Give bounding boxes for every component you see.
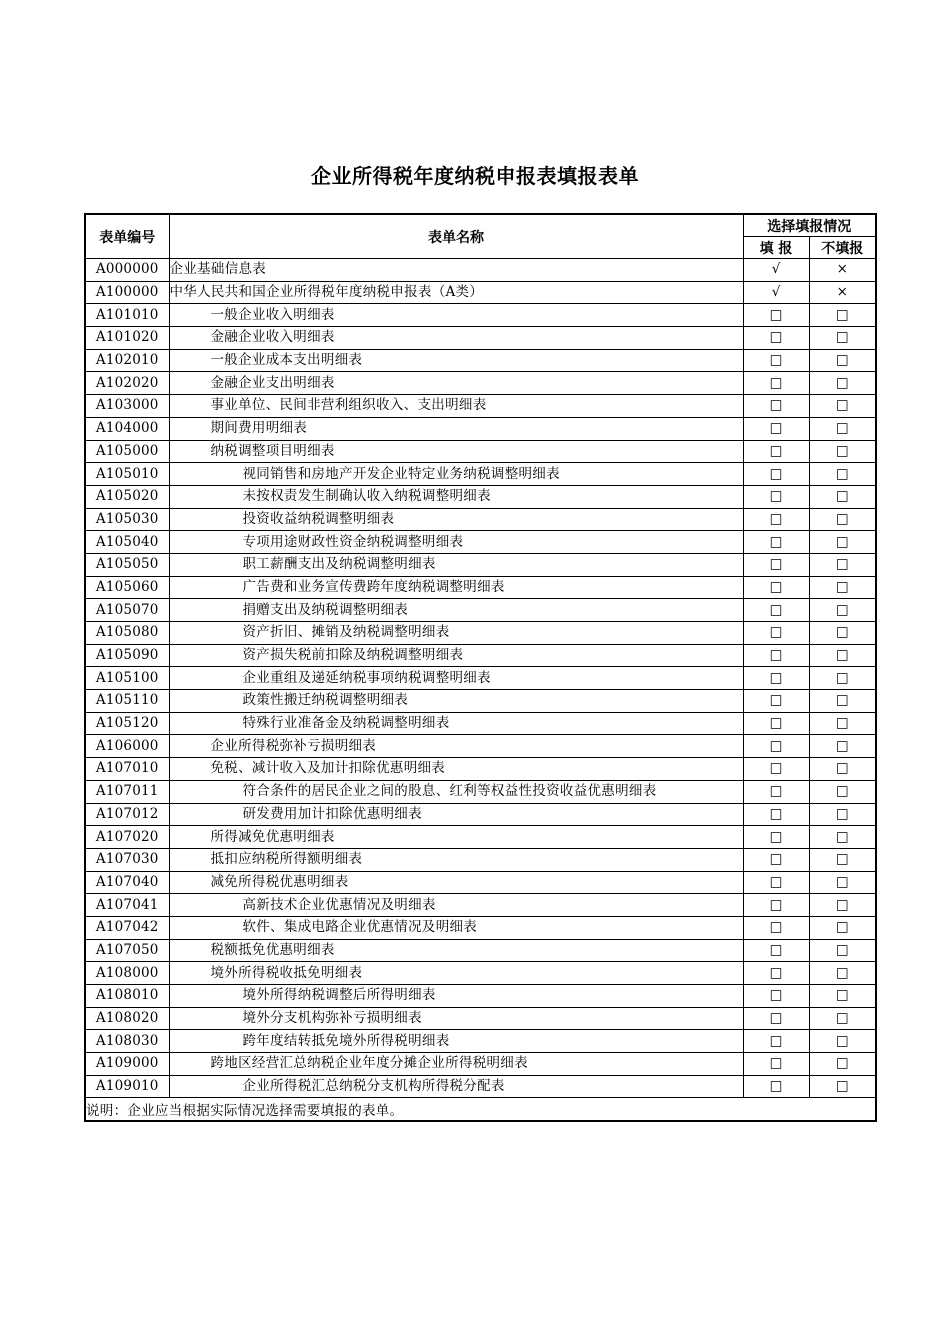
form-code-cell: A106000 <box>85 735 169 758</box>
form-name-cell: 投资收益纳税调整明细表 <box>169 508 743 531</box>
fill-checkbox[interactable]: □ <box>743 349 809 372</box>
form-code-cell: A107050 <box>85 939 169 962</box>
form-name-cell: 境外所得税收抵免明细表 <box>169 962 743 985</box>
form-name-cell: 减免所得税优惠明细表 <box>169 871 743 894</box>
no-fill-checkbox[interactable]: □ <box>809 531 876 554</box>
form-name-cell: 未按权责发生制确认收入纳税调整明细表 <box>169 485 743 508</box>
form-name-cell: 符合条件的居民企业之间的股息、红利等权益性投资收益优惠明细表 <box>169 780 743 803</box>
form-name-cell: 企业基础信息表 <box>169 259 743 282</box>
fill-checkbox[interactable]: □ <box>743 417 809 440</box>
no-fill-checkbox[interactable]: □ <box>809 1007 876 1030</box>
no-fill-checkbox[interactable]: □ <box>809 939 876 962</box>
fill-checkbox[interactable]: □ <box>743 939 809 962</box>
no-fill-checkbox[interactable]: □ <box>809 304 876 327</box>
no-fill-checkbox[interactable]: □ <box>809 622 876 645</box>
form-code-cell: A107012 <box>85 803 169 826</box>
fill-checkbox[interactable]: □ <box>743 962 809 985</box>
fill-checkbox[interactable]: □ <box>743 304 809 327</box>
fill-checkbox[interactable]: □ <box>743 690 809 713</box>
fill-checkbox[interactable]: □ <box>743 803 809 826</box>
fill-checkbox[interactable]: □ <box>743 1075 809 1098</box>
fill-checkbox[interactable]: □ <box>743 894 809 917</box>
table-row <box>85 780 876 803</box>
form-code-cell: A105020 <box>85 485 169 508</box>
no-fill-checkbox[interactable]: □ <box>809 962 876 985</box>
table-row <box>85 463 876 486</box>
table-row <box>85 803 876 826</box>
form-name-cell: 免税、减计收入及加计扣除优惠明细表 <box>169 758 743 781</box>
form-code-cell: A104000 <box>85 417 169 440</box>
form-code-cell: A108000 <box>85 962 169 985</box>
table-row <box>85 939 876 962</box>
form-code-cell: A105060 <box>85 576 169 599</box>
fill-checkbox[interactable]: □ <box>743 1007 809 1030</box>
form-name-cell: 金融企业收入明细表 <box>169 327 743 350</box>
fill-checkbox[interactable]: □ <box>743 440 809 463</box>
fill-checkbox[interactable]: □ <box>743 758 809 781</box>
fill-checkbox[interactable]: □ <box>743 985 809 1008</box>
form-code-cell: A107042 <box>85 916 169 939</box>
fill-checkbox[interactable]: □ <box>743 644 809 667</box>
no-fill-checkbox[interactable]: □ <box>809 553 876 576</box>
table-row <box>85 304 876 327</box>
table-row <box>85 1030 876 1053</box>
table-note: 说明：企业应当根据实际情况选择需要填报的表单。 <box>85 1098 876 1122</box>
no-fill-checkbox[interactable]: □ <box>809 576 876 599</box>
no-fill-checkbox[interactable]: □ <box>809 712 876 735</box>
no-fill-checkbox[interactable]: □ <box>809 349 876 372</box>
fill-checkbox[interactable]: □ <box>743 508 809 531</box>
form-name-cell: 所得减免优惠明细表 <box>169 826 743 849</box>
table-row <box>85 259 876 282</box>
form-name-cell: 跨地区经营汇总纳税企业年度分摊企业所得税明细表 <box>169 1053 743 1076</box>
table-row <box>85 349 876 372</box>
form-code-cell: A105080 <box>85 622 169 645</box>
form-name-cell: 企业所得税弥补亏损明细表 <box>169 735 743 758</box>
form-code-cell: A101020 <box>85 327 169 350</box>
no-fill-checkbox[interactable]: □ <box>809 644 876 667</box>
fill-checkbox[interactable]: □ <box>743 327 809 350</box>
form-name-cell: 资产损失税前扣除及纳税调整明细表 <box>169 644 743 667</box>
table-row <box>85 758 876 781</box>
table-row <box>85 894 876 917</box>
form-name-cell: 境外分支机构弥补亏损明细表 <box>169 1007 743 1030</box>
header-form-code: 表单编号 <box>85 214 169 259</box>
table-row <box>85 735 876 758</box>
form-code-cell: A105010 <box>85 463 169 486</box>
table-row <box>85 916 876 939</box>
fill-mark: √ <box>743 259 809 282</box>
form-name-cell: 政策性搬迁纳税调整明细表 <box>169 690 743 713</box>
form-name-cell: 事业单位、民间非营利组织收入、支出明细表 <box>169 395 743 418</box>
fill-checkbox[interactable]: □ <box>743 1030 809 1053</box>
table-row <box>85 644 876 667</box>
no-fill-checkbox[interactable]: □ <box>809 440 876 463</box>
fill-checkbox[interactable]: □ <box>743 916 809 939</box>
form-name-cell: 特殊行业准备金及纳税调整明细表 <box>169 712 743 735</box>
form-name-cell: 企业重组及递延纳税事项纳税调整明细表 <box>169 667 743 690</box>
no-fill-checkbox[interactable]: □ <box>809 758 876 781</box>
table-row <box>85 871 876 894</box>
form-code-cell: A109010 <box>85 1075 169 1098</box>
form-code-cell: A101010 <box>85 304 169 327</box>
no-fill-checkbox[interactable]: □ <box>809 372 876 395</box>
no-fill-checkbox[interactable]: □ <box>809 916 876 939</box>
fill-checkbox[interactable]: □ <box>743 735 809 758</box>
form-name-cell: 视同销售和房地产开发企业特定业务纳税调整明细表 <box>169 463 743 486</box>
fill-checkbox[interactable]: □ <box>743 553 809 576</box>
table-row <box>85 327 876 350</box>
no-fill-checkbox[interactable]: □ <box>809 395 876 418</box>
fill-mark: √ <box>743 281 809 304</box>
form-name-cell: 一般企业成本支出明细表 <box>169 349 743 372</box>
form-code-cell: A105070 <box>85 599 169 622</box>
table-row <box>85 417 876 440</box>
table-row <box>85 1053 876 1076</box>
table-row <box>85 622 876 645</box>
no-fill-checkbox[interactable]: □ <box>809 508 876 531</box>
no-fill-checkbox[interactable]: □ <box>809 894 876 917</box>
table-row <box>85 485 876 508</box>
table-row <box>85 395 876 418</box>
form-name-cell: 专项用途财政性资金纳税调整明细表 <box>169 531 743 554</box>
fill-checkbox[interactable]: □ <box>743 485 809 508</box>
fill-checkbox[interactable]: □ <box>743 395 809 418</box>
no-fill-checkbox[interactable]: □ <box>809 667 876 690</box>
fill-checkbox[interactable]: □ <box>743 463 809 486</box>
form-name-cell: 软件、集成电路企业优惠情况及明细表 <box>169 916 743 939</box>
no-fill-checkbox[interactable]: □ <box>809 1053 876 1076</box>
form-name-cell: 跨年度结转抵免境外所得税明细表 <box>169 1030 743 1053</box>
table-row <box>85 576 876 599</box>
fill-checkbox[interactable]: □ <box>743 780 809 803</box>
no-fill-checkbox[interactable]: □ <box>809 780 876 803</box>
no-fill-checkbox[interactable]: □ <box>809 848 876 871</box>
fill-checkbox[interactable]: □ <box>743 712 809 735</box>
form-code-cell: A105120 <box>85 712 169 735</box>
form-code-cell: A109000 <box>85 1053 169 1076</box>
header-no-fill: 不填报 <box>809 237 876 259</box>
table-row <box>85 599 876 622</box>
header-form-name: 表单名称 <box>169 214 743 259</box>
fill-checkbox[interactable]: □ <box>743 826 809 849</box>
no-fill-checkbox[interactable]: □ <box>809 599 876 622</box>
no-fill-checkbox[interactable]: □ <box>809 417 876 440</box>
form-code-cell: A102010 <box>85 349 169 372</box>
form-code-cell: A000000 <box>85 259 169 282</box>
page-title: 企业所得税年度纳税申报表填报表单 <box>311 164 639 188</box>
form-code-cell: A108020 <box>85 1007 169 1030</box>
table-body <box>85 259 876 1098</box>
no-fill-checkbox[interactable]: □ <box>809 985 876 1008</box>
form-name-cell: 纳税调整项目明细表 <box>169 440 743 463</box>
form-code-cell: A108030 <box>85 1030 169 1053</box>
no-fill-checkbox[interactable]: □ <box>809 1030 876 1053</box>
fill-checkbox[interactable]: □ <box>743 848 809 871</box>
header-selection-status: 选择填报情况 <box>743 214 876 237</box>
table-row <box>85 826 876 849</box>
header-fill: 填 报 <box>743 237 809 259</box>
table-row <box>85 1007 876 1030</box>
fill-checkbox[interactable]: □ <box>743 871 809 894</box>
table-row <box>85 985 876 1008</box>
no-fill-checkbox[interactable]: □ <box>809 871 876 894</box>
no-fill-checkbox[interactable]: □ <box>809 735 876 758</box>
form-name-cell: 期间费用明细表 <box>169 417 743 440</box>
form-name-cell: 境外所得纳税调整后所得明细表 <box>169 985 743 1008</box>
form-name-cell: 资产折旧、摊销及纳税调整明细表 <box>169 622 743 645</box>
form-code-cell: A107041 <box>85 894 169 917</box>
form-code-cell: A103000 <box>85 395 169 418</box>
form-code-cell: A108010 <box>85 985 169 1008</box>
no-fill-mark: × <box>809 281 876 304</box>
form-code-cell: A107020 <box>85 826 169 849</box>
form-code-cell: A105040 <box>85 531 169 554</box>
no-fill-checkbox[interactable]: □ <box>809 826 876 849</box>
form-code-cell: A105090 <box>85 644 169 667</box>
form-name-cell: 广告费和业务宣传费跨年度纳税调整明细表 <box>169 576 743 599</box>
table-row <box>85 667 876 690</box>
form-code-cell: A100000 <box>85 281 169 304</box>
form-code-cell: A107040 <box>85 871 169 894</box>
no-fill-checkbox[interactable]: □ <box>809 485 876 508</box>
form-name-cell: 职工薪酬支出及纳税调整明细表 <box>169 553 743 576</box>
form-name-cell: 一般企业收入明细表 <box>169 304 743 327</box>
no-fill-checkbox[interactable]: □ <box>809 803 876 826</box>
table-row <box>85 962 876 985</box>
form-name-cell: 金融企业支出明细表 <box>169 372 743 395</box>
form-selection-table <box>84 213 877 1122</box>
table-row <box>85 440 876 463</box>
table-row <box>85 1075 876 1098</box>
table-row <box>85 372 876 395</box>
table-row <box>85 712 876 735</box>
form-code-cell: A105030 <box>85 508 169 531</box>
no-fill-mark: × <box>809 259 876 282</box>
no-fill-checkbox[interactable]: □ <box>809 690 876 713</box>
form-code-cell: A107030 <box>85 848 169 871</box>
fill-checkbox[interactable]: □ <box>743 599 809 622</box>
no-fill-checkbox[interactable]: □ <box>809 1075 876 1098</box>
form-name-cell: 抵扣应纳税所得额明细表 <box>169 848 743 871</box>
form-code-cell: A102020 <box>85 372 169 395</box>
form-code-cell: A107011 <box>85 780 169 803</box>
table-row <box>85 281 876 304</box>
form-code-cell: A105100 <box>85 667 169 690</box>
fill-checkbox[interactable]: □ <box>743 576 809 599</box>
table-row <box>85 508 876 531</box>
form-code-cell: A105000 <box>85 440 169 463</box>
form-name-cell: 研发费用加计扣除优惠明细表 <box>169 803 743 826</box>
fill-checkbox[interactable]: □ <box>743 1053 809 1076</box>
form-name-cell: 高新技术企业优惠情况及明细表 <box>169 894 743 917</box>
fill-checkbox[interactable]: □ <box>743 622 809 645</box>
fill-checkbox[interactable]: □ <box>743 531 809 554</box>
form-code-cell: A105050 <box>85 553 169 576</box>
table-row <box>85 553 876 576</box>
table-row <box>85 848 876 871</box>
fill-checkbox[interactable]: □ <box>743 667 809 690</box>
form-name-cell: 企业所得税汇总纳税分支机构所得税分配表 <box>169 1075 743 1098</box>
fill-checkbox[interactable]: □ <box>743 372 809 395</box>
form-code-cell: A107010 <box>85 758 169 781</box>
form-name-cell: 中华人民共和国企业所得税年度纳税申报表（A类） <box>169 281 743 304</box>
no-fill-checkbox[interactable]: □ <box>809 463 876 486</box>
table-row <box>85 531 876 554</box>
form-code-cell: A105110 <box>85 690 169 713</box>
form-name-cell: 税额抵免优惠明细表 <box>169 939 743 962</box>
form-name-cell: 捐赠支出及纳税调整明细表 <box>169 599 743 622</box>
no-fill-checkbox[interactable]: □ <box>809 327 876 350</box>
table-row <box>85 690 876 713</box>
